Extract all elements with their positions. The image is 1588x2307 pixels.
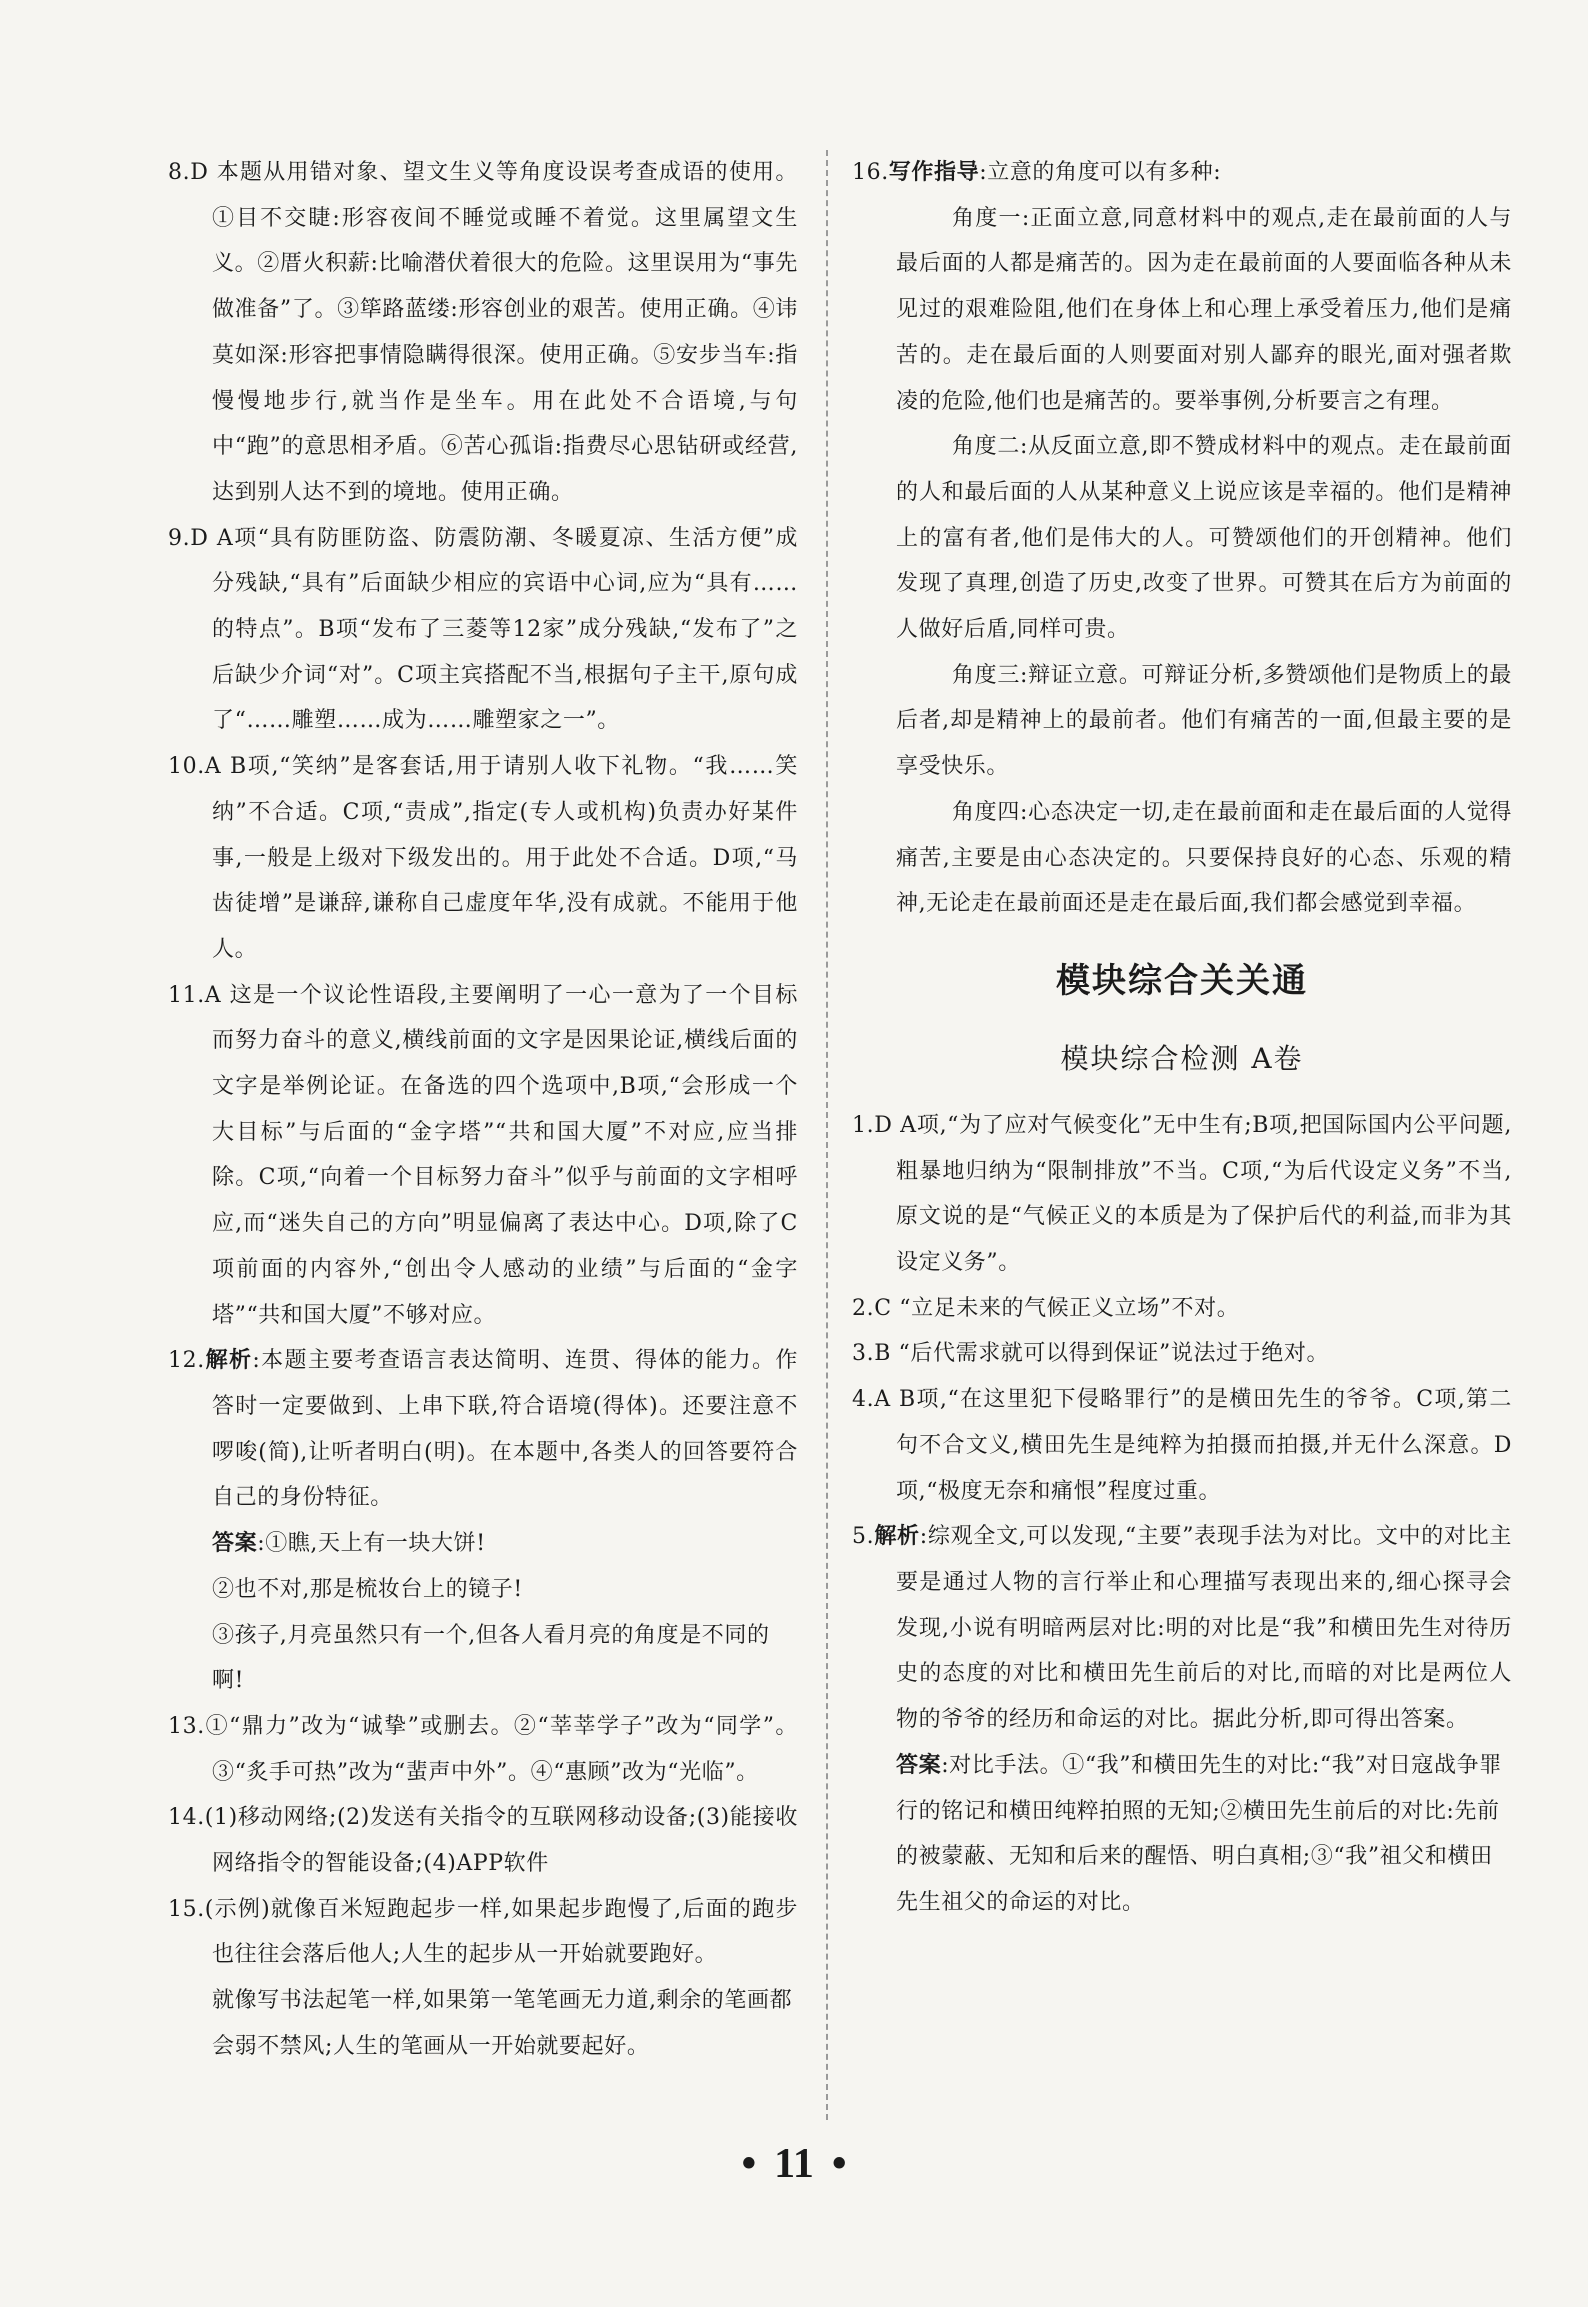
item-text: ①“鼎力”改为“诚挚”或删去。②“莘莘学子”改为“同学”。③“炙手可热”改为“蜚声中外”。④“惠顾”改为“光临”。	[204, 1713, 798, 1785]
item-text: B项,“在这里犯下侵略罪行”的是横田先生的爷爷。C项,第二句不合文义,横田先生是纯粹为拍摄而拍摄,并无什么深意。D项,“极度无奈和痛恨”程度过重。	[890, 1387, 1512, 1504]
answer-12	[168, 1338, 798, 1521]
left-column	[168, 150, 798, 2070]
answer-13	[168, 1704, 798, 1795]
bullet-left: •	[741, 2141, 757, 2187]
answer-12-line-3: ③孩子,月亮虽然只有一个,但各人看月亮的角度是不同的啊!	[212, 1622, 770, 1694]
writing-guide-label: 写作指导	[888, 159, 980, 185]
answer-a5	[852, 1514, 1512, 1743]
column-divider	[826, 150, 828, 2120]
answer-a3	[852, 1331, 1512, 1377]
answer-12-answer	[168, 1521, 798, 1567]
answer-label: 答案	[896, 1751, 942, 1778]
item-number: 12.	[168, 1348, 205, 1374]
item-text: (示例)就像百米短跑起步一样,如果起步跑慢了,后面的跑步也往往会落后他人;人生的起步从一开始就要跑好。	[204, 1896, 798, 1968]
answer-a4	[852, 1377, 1512, 1514]
answer-line: :①瞧,天上有一块大饼!	[257, 1531, 486, 1557]
answer-a1	[852, 1103, 1512, 1286]
item-number: 10.A	[168, 754, 222, 780]
item-number: 2.C	[852, 1295, 892, 1321]
item-text: “立足未来的气候正义立场”不对。	[891, 1295, 1240, 1321]
answer-8	[168, 150, 798, 516]
item-number: 11.A	[168, 982, 222, 1008]
answer-9	[168, 516, 798, 745]
item-text: A项,“为了应对气候变化”无中生有;B项,把国际国内公平问题,粗暴地归纳为“限制排放”不当。C项,“为后代设定义务”不当,原文说的是“气候正义的本质是为了保护后代的利益,而非为其设定义务”。	[892, 1112, 1512, 1276]
page-number-value: 11	[774, 2141, 814, 2187]
item-number: 3.B	[852, 1341, 891, 1367]
item-text: :立意的角度可以有多种:	[979, 160, 1222, 185]
answer-a2	[852, 1286, 1512, 1332]
answer-text: :对比手法。①“我”和横田先生的对比:“我”对日寇战争罪行的铭记和横田纯粹拍照的无知;②横田先生前后的对比:先前的被蒙蔽、无知和后来的醒悟、明白真相;③“我”祖父和横田先生祖父的命运的对比。	[896, 1752, 1502, 1915]
item-number: 5.	[852, 1524, 875, 1550]
page-number	[0, 2140, 1588, 2188]
item-text: (1)移动网络;(2)发送有关指令的互联网移动设备;(3)能接收网络指令的智能设备;(4)APP软件	[204, 1805, 798, 1877]
answer-16	[852, 150, 1512, 196]
item-number: 4.A	[852, 1387, 891, 1413]
item-text: 本题从用错对象、望文生义等角度设误考查成语的使用。①目不交睫:形容夜间不睡觉或睡不着觉。这里属望文生义。②厝火积薪:比喻潜伏着很大的危险。这里误用为“事先做准备”了。③筚路蓝缕:形容创业的艰苦。使用正确。④讳莫如深:形容把事情隐瞒得很深。使用正确。⑤安步当车:指慢慢地步行,就当作是坐车。用在此处不合语境,与句中“跑”的意思相矛盾。⑥苦心孤诣:指费尽心思钻研或经营,达到别人达不到的境地。使用正确。	[208, 160, 798, 505]
answer-10	[168, 744, 798, 973]
item-text: “后代需求就可以得到保证”说法过于绝对。	[890, 1341, 1330, 1367]
answer-14	[168, 1795, 798, 1886]
item-number: 9.D	[168, 525, 209, 551]
item-text: A项“具有防匪防盗、防震防潮、冬暖夏凉、生活方便”成分残缺,“具有”后面缺少相应的宾语中心词,应为“具有……的特点”。B项“发布了三菱等12家”成分残缺,“发布了”之后缺少介词“对”。C项主宾搭配不当,根据句子主干,原句成了“……雕塑……成为……雕塑家之一”。	[208, 525, 798, 734]
analysis-label: 解析	[874, 1523, 920, 1550]
answer-11	[168, 973, 798, 1339]
item-number: 14.	[168, 1805, 205, 1831]
item-number: 1.D	[852, 1112, 893, 1138]
answer-a5-answer	[852, 1743, 1512, 1926]
item-number: 15.	[168, 1896, 205, 1922]
angle-4: 角度四:心态决定一切,走在最前面和走在最后面的人觉得痛苦,主要是由心态决定的。只要保持良好的心态、乐观的精神,无论走在最前面还是走在最后面,我们都会感觉到幸福。	[896, 799, 1512, 917]
answer-15-example-2: 就像写书法起笔一样,如果第一笔笔画无力道,剩余的笔画都会弱不禁风;人生的笔画从一开始就要起好。	[212, 1988, 793, 2059]
answer-12-line-2: ②也不对,那是梳妆台上的镜子!	[212, 1576, 523, 1602]
item-number: 13.	[168, 1713, 205, 1739]
angle-3: 角度三:辩证立意。可辩证分析,多赞颂他们是物质上的最后者,却是精神上的最前者。他们有痛苦的一面,但最主要的是享受快乐。	[896, 662, 1512, 780]
item-text: :综观全文,可以发现,“主要”表现手法为对比。文中的对比主要是通过人物的言行举止和心理描写表现出来的,细心探寻会发现,小说有明暗两层对比:明的对比是“我”和横田先生对待历史的态度的对比和横田先生前后的对比,而暗的对比是两位人物的爷爷的经历和命运的对比。据此分析,即可得出答案。	[896, 1524, 1512, 1733]
item-number: 16.	[852, 160, 889, 185]
analysis-label: 解析	[204, 1347, 253, 1374]
section-title: 模块综合关关通	[1056, 960, 1308, 1001]
angle-1: 角度一:正面立意,同意材料中的观点,走在最前面的人与最后面的人都是痛苦的。因为走在最前面的人要面临各种从未见过的艰难险阻,他们在身体上和心理上承受着压力,他们是痛苦的。走在最后面的人则要面对别人鄙弃的眼光,面对强者欺凌的危险,他们也是痛苦的。要举事例,分析要言之有理。	[896, 205, 1512, 414]
bullet-right: •	[831, 2141, 847, 2187]
item-number: 8.D	[168, 160, 209, 185]
item-text: :本题主要考查语言表达简明、连贯、得体的能力。作答时一定要做到、上串下联,符合语境(得体)。还要注意不啰唆(简),让听者明白(明)。在本题中,各类人的回答要符合自己的身份特征。	[212, 1348, 798, 1511]
item-text: 这是一个议论性语段,主要阐明了一心一意为了一个目标而努力奋斗的意义,横线前面的文字是因果论证,横线后面的文字是举例论证。在备选的四个选项中,B项,“会形成一个大目标”与后面的“金字塔”“共和国大厦”不对应,应当排除。C项,“向着一个目标努力奋斗”似乎与前面的文字相呼应,而“迷失自己的方向”明显偏离了表达中心。D项,除了C项前面的内容外,“创出令人感动的业绩”与后面的“金字塔”“共和国大厦”不够对应。	[212, 982, 798, 1328]
answer-15	[168, 1887, 798, 1978]
angle-2: 角度二:从反面立意,即不赞成材料中的观点。走在最前面的人和最后面的人从某种意义上说应该是幸福的。他们是精神上的富有者,他们是伟大的人。可赞颂他们的开创精神。他们发现了真理,创造了历史,改变了世界。可赞其在后方为前面的人做好后盾,同样可贵。	[896, 434, 1512, 643]
item-text: B项,“笑纳”是客套话,用于请别人收下礼物。“我……笑纳”不合适。C项,“责成”,指定(专人或机构)负责办好某件事,一般是上级对下级发出的。用于此处不合适。D项,“马齿徒增”是谦辞,谦称自己虚度年华,没有成就。不能用于他人。	[212, 754, 798, 962]
answer-label: 答案	[212, 1530, 258, 1557]
right-column	[852, 150, 1512, 1926]
section-subtitle: 模块综合检测 A卷	[1060, 1041, 1304, 1075]
